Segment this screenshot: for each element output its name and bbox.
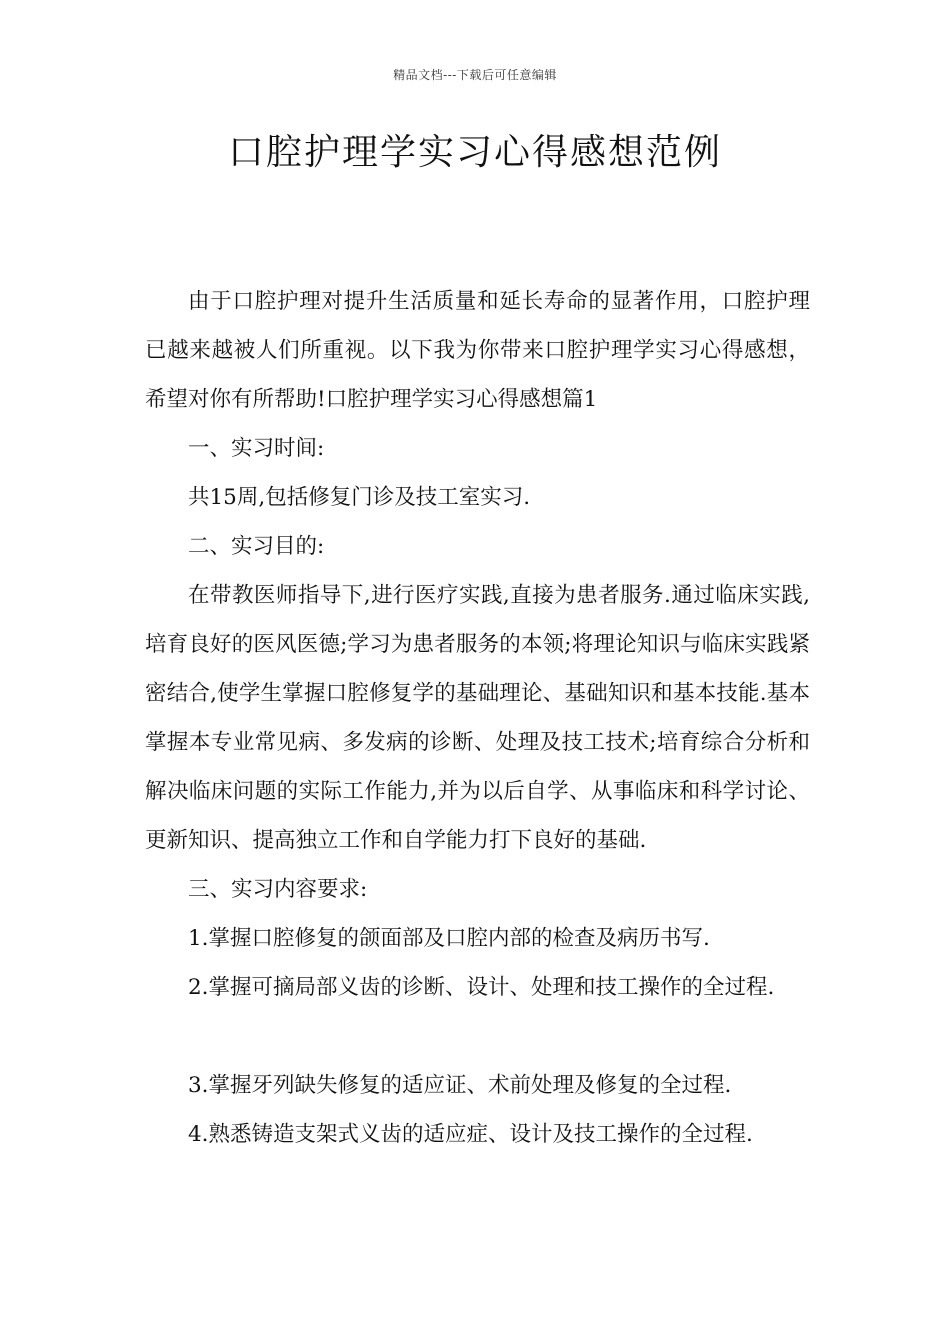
section-heading-purpose: 二、实习目的: — [188, 534, 325, 559]
header-note: 精品文档---下载后可任意编辑 — [393, 68, 557, 82]
intro-paragraph: 由于口腔护理对提升生活质量和延长寿命的显著作用，口腔护理已越来越被人们所重视。以下我为你带来口腔护理学实习心得感想，希望对你有所帮助!口腔护理学实习心得感想篇1 — [145, 289, 810, 412]
document-title: 口腔护理学实习心得感想范例 — [227, 132, 722, 173]
paragraph-purpose: 在带教医师指导下,进行医疗实践,直接为患者服务.通过临床实践,培育良好的医风医德;学习为患者服务的本领;将理论知识与临床实践紧密结合,使学生掌握口腔修复学的基础理论、基础知识和基本技能.基本掌握本专业常见病、多发病的诊断、处理及技工技术;培育综合分析和解决临床问题的实际工作能力,并为以后自学、从事临床和科学讨论、更新知识、提高独立工作和自学能力打下良好的基础. — [145, 583, 810, 853]
document-body — [145, 277, 810, 1159]
paragraph-time: 共15周,包括修复门诊及技工室实习. — [188, 485, 531, 510]
list-item-4: 4.熟悉铸造支架式义齿的适应症、设计及技工操作的全过程. — [188, 1122, 753, 1147]
list-item-2: 2.掌握可摘局部义齿的诊断、设计、处理和技工操作的全过程. — [188, 975, 775, 1000]
list-item-3: 3.掌握牙列缺失修复的适应证、术前处理及修复的全过程. — [188, 1073, 732, 1098]
spacer — [145, 1012, 810, 1061]
section-heading-time: 一、实习时间: — [188, 436, 325, 461]
list-item-1: 1.掌握口腔修复的颌面部及口腔内部的检查及病历书写. — [188, 926, 710, 951]
section-heading-content: 三、实习内容要求: — [188, 877, 368, 902]
